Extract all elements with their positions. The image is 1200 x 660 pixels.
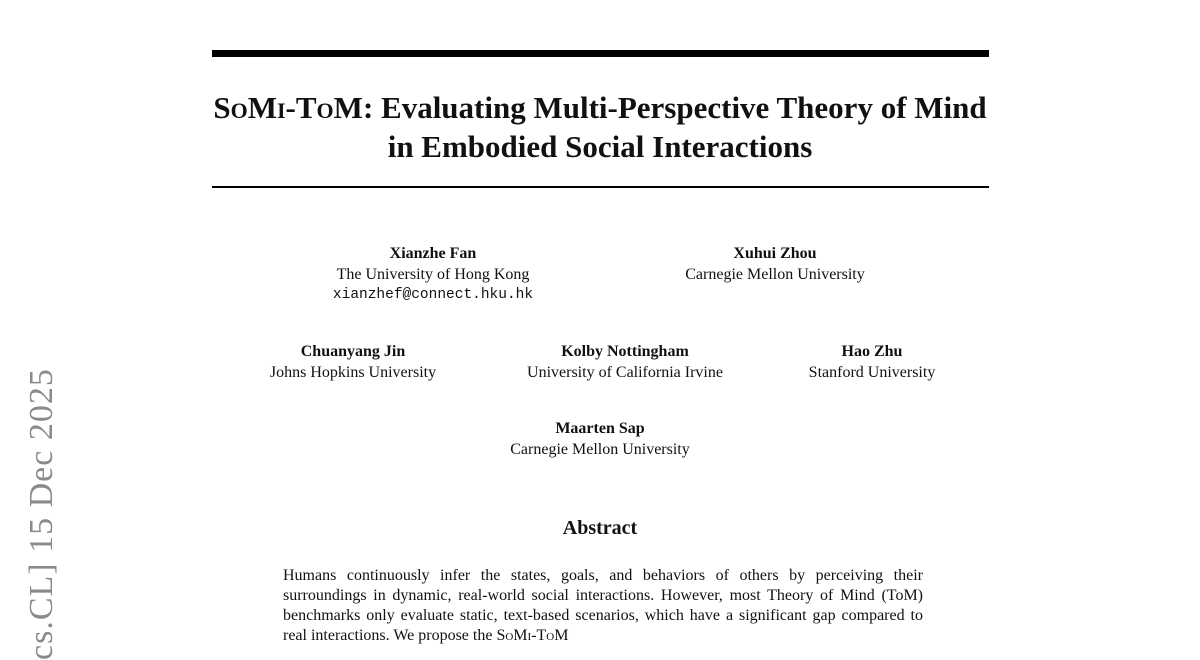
author-name: Xuhui Zhou <box>733 245 817 262</box>
author-block <box>625 243 925 285</box>
author-block <box>203 341 503 383</box>
author-email: xianzhef@connect.hku.hk <box>332 287 534 303</box>
arxiv-stamp: cs.CL] 15 Dec 2025 <box>23 368 60 660</box>
paper-title: SoMi-ToM: Evaluating Multi-Perspective Theory of Mind in Embodied Social Interactions <box>213 90 987 164</box>
abstract-name-part2: ToM <box>536 627 569 644</box>
abstract-text: Humans continuously infer the states, goals, and behaviors of others by perceiving their surroundings in dynamic, real-world social interactions. However, most Theory of Mind (ToM) benchmarks only evaluate static, text-based scenarios, which have a significant gap compared to real interactions. We propose the SoMi-ToM <box>283 567 923 644</box>
abstract-heading: Abstract <box>562 517 638 539</box>
author-affiliation: Stanford University <box>808 364 936 381</box>
title-rule-top <box>212 50 989 57</box>
author-affiliation: Carnegie Mellon University <box>685 266 865 283</box>
title-name-part1: SoMi <box>213 90 286 125</box>
author-name: Xianzhe Fan <box>389 245 477 262</box>
author-block <box>283 243 583 306</box>
author-affiliation: The University of Hong Kong <box>336 266 530 283</box>
author-name: Hao Zhu <box>841 343 903 360</box>
author-block <box>722 341 1022 383</box>
author-affiliation: Carnegie Mellon University <box>510 441 690 458</box>
author-name: Chuanyang Jin <box>300 343 406 360</box>
title-rest: : Evaluating Multi-Perspective Theory of Mind in Embodied Social Interactions <box>362 90 987 164</box>
abstract-text-before: Humans continuously infer the states, goals, and behaviors of others by perceiving their surroundings in dynamic, real-world social interactions. However, most Theory of Mind (ToM) benchmarks only evaluate static, text-based scenarios, which have a significant gap compared to real interactions. We propose the <box>283 567 923 644</box>
author-name: Kolby Nottingham <box>561 343 689 360</box>
author-block <box>450 418 750 460</box>
abstract-name-part1: SoMi <box>496 627 532 644</box>
title-name-part2: ToM <box>295 90 363 125</box>
author-name: Maarten Sap <box>555 420 645 437</box>
author-affiliation: University of California Irvine <box>527 364 723 381</box>
title-rule-bottom <box>212 186 989 188</box>
author-affiliation: Johns Hopkins University <box>269 364 437 381</box>
